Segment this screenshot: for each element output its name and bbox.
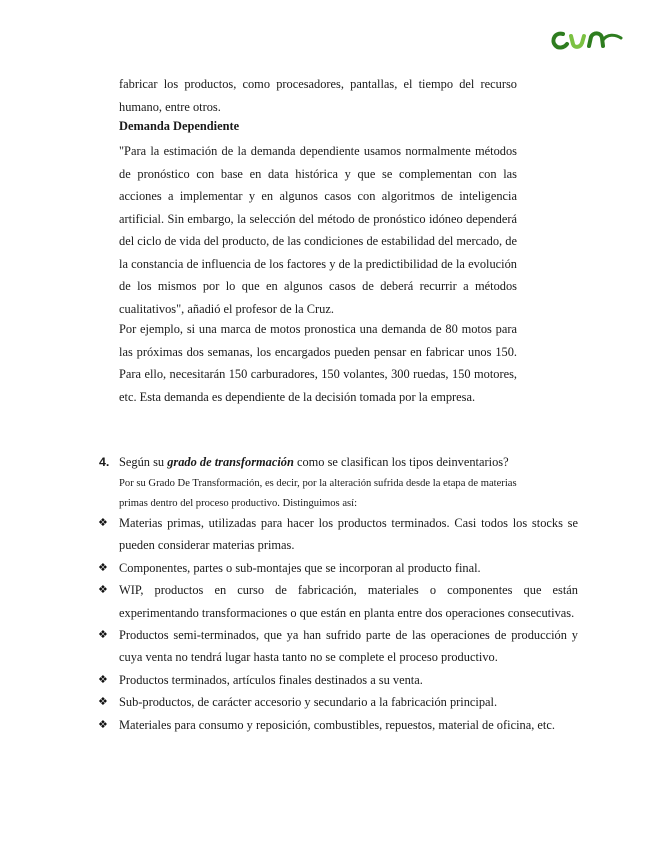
cun-logo — [549, 26, 623, 54]
bullet-icon: ❖ — [98, 516, 108, 529]
demanda-quote-paragraph: "Para la estimación de la demanda dependiente usamos normalmente métodos de pronóstico con base en data histórica y que se complementan con las acciones a implementar y en algunos casos con algoritmos de inteligencia artificial. Sin embargo, la selección del método de pronóstico idóneo dependerá del ciclo de vida del producto, de las condiciones de estabilidad del mercado, de la constancia de influencia de los factores y de la predictibilidad de la evolución de los mismos por lo que en algunos casos de deberá recurrir a métodos cualitativos", añadió el profesor de la Cruz. — [119, 144, 517, 316]
intro-paragraph: fabricar los productos, como procesadores, pantallas, el tiempo del recurso humano, entre otros. — [119, 77, 517, 114]
list-item-text: Materias primas, utilizadas para hacer los productos terminados. Casi todos los stocks se pueden considerar materias primas. — [119, 516, 578, 553]
list-item — [98, 579, 578, 624]
inventory-types-list — [98, 512, 578, 736]
demanda-dependiente-heading: Demanda Dependiente — [119, 119, 240, 133]
list-item-text: Componentes, partes o sub-montajes que se incorporan al producto final. — [119, 560, 481, 575]
bullet-icon: ❖ — [98, 583, 108, 597]
list-item-text: Sub-productos, de carácter accesorio y secundario a la fabricación principal. — [119, 695, 498, 710]
question-text: Según su grado de transformación como se clasifican los tipos deinventarios? — [119, 455, 509, 469]
list-item-text: Productos terminados, artículos finales destinados a su venta. — [119, 672, 423, 687]
bullet-icon: ❖ — [98, 672, 108, 686]
bullet-icon: ❖ — [98, 717, 108, 731]
bullet-icon: ❖ — [98, 560, 108, 574]
question-emphasis: grado de transformación — [167, 455, 294, 469]
list-item — [98, 691, 578, 713]
bullet-icon: ❖ — [98, 628, 108, 642]
list-item-text: Materiales para consumo y reposición, combustibles, repuestos, material de oficina, etc. — [119, 717, 555, 732]
list-item — [98, 714, 578, 736]
list-item — [98, 512, 578, 557]
list-item-text: WIP, productos en curso de fabricación, materiales o componentes que están experimentando transformaciones o que están en planta entre dos operaciones consecutivas. — [119, 583, 578, 620]
list-item — [98, 557, 578, 579]
bullet-icon: ❖ — [98, 695, 108, 709]
demanda-example-paragraph: Por ejemplo, si una marca de motos pronostica una demanda de 80 motos para las próximas dos semanas, los encargados pueden pensar en fabricar unos 150. Para ello, necesitarán 150 carburadores, 150 volantes, 300 ruedas, 150 motores, etc. Esta demanda es dependiente de la decisión tomada por la empresa. — [119, 322, 517, 404]
list-item — [98, 669, 578, 691]
list-item — [98, 624, 578, 669]
classification-intro: Por su Grado De Transformación, es decir, por la alteración sufrida desde la etapa de materias primas dentro del proceso productivo. Distinguimos así: — [119, 478, 517, 509]
question-number: 4. — [99, 455, 110, 469]
list-item-text: Productos semi-terminados, que ya han sufrido parte de las operaciones de producción y cuya venta no tendrá lugar hasta tanto no se complete el proceso productivo. — [119, 628, 578, 665]
